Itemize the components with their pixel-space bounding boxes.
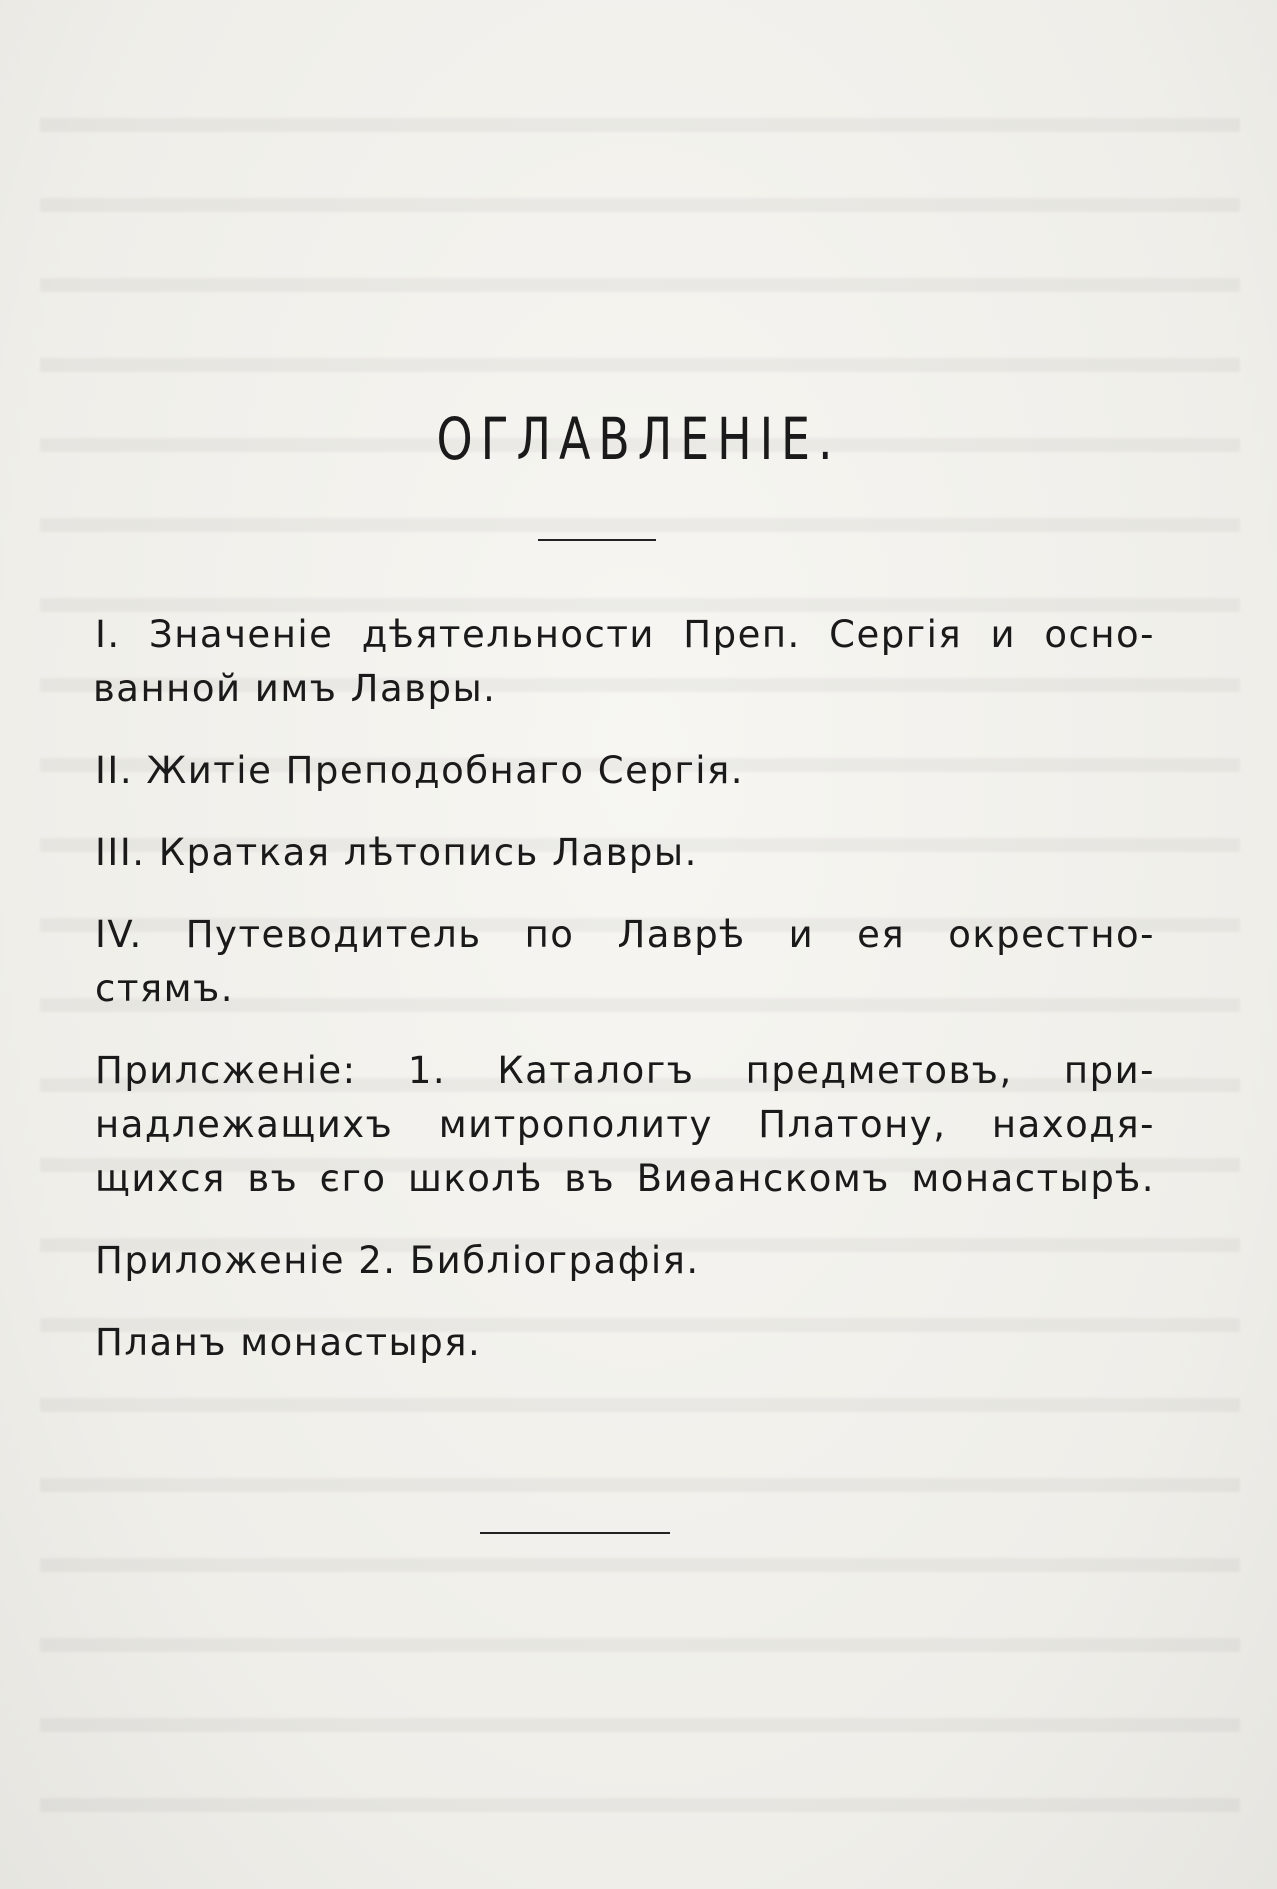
toc-entry-appendix-1 <box>95 1044 1155 1206</box>
toc-entry-plan <box>95 1316 1155 1370</box>
toc-entry-line: ванной имъ Лавры. <box>93 667 497 710</box>
toc-entry-2 <box>95 744 1155 798</box>
toc-entry-line: Планъ монастыря. <box>95 1321 482 1364</box>
toc-entry-line: стямъ. <box>95 967 234 1010</box>
toc-entry-line: Прилсженіе: 1. Каталогъ предметовъ, при- <box>95 1049 1155 1092</box>
closing-divider <box>480 1532 670 1534</box>
toc-entry-appendix-2 <box>95 1234 1155 1288</box>
toc-entry-line: щихся въ єго школѣ въ Виѳанскомъ монастырѣ. <box>95 1157 1155 1200</box>
toc-entry-line: надлежащихъ митрополиту Платону, находя- <box>95 1103 1155 1146</box>
toc-entry-line: III. Краткая лѣтопись Лавры. <box>95 831 698 874</box>
toc-entry-line: I. Значеніе дѣятельности Преп. Сергія и осно- <box>95 613 1155 656</box>
title-divider <box>538 539 656 541</box>
page-title: ОГЛАВЛЕНІЕ. <box>436 405 841 473</box>
toc-entry-line: II. Житіе Преподобнаго Сергія. <box>95 749 745 792</box>
toc-entry-line: IV. Путеводитель по Лаврѣ и ея окрестно- <box>95 913 1155 956</box>
toc-entry-4 <box>95 908 1155 1016</box>
table-of-contents <box>95 608 1155 1398</box>
toc-entry-1 <box>95 608 1155 716</box>
toc-entry-3 <box>95 826 1155 880</box>
toc-entry-line: Приложеніе 2. Библіографія. <box>95 1239 700 1282</box>
